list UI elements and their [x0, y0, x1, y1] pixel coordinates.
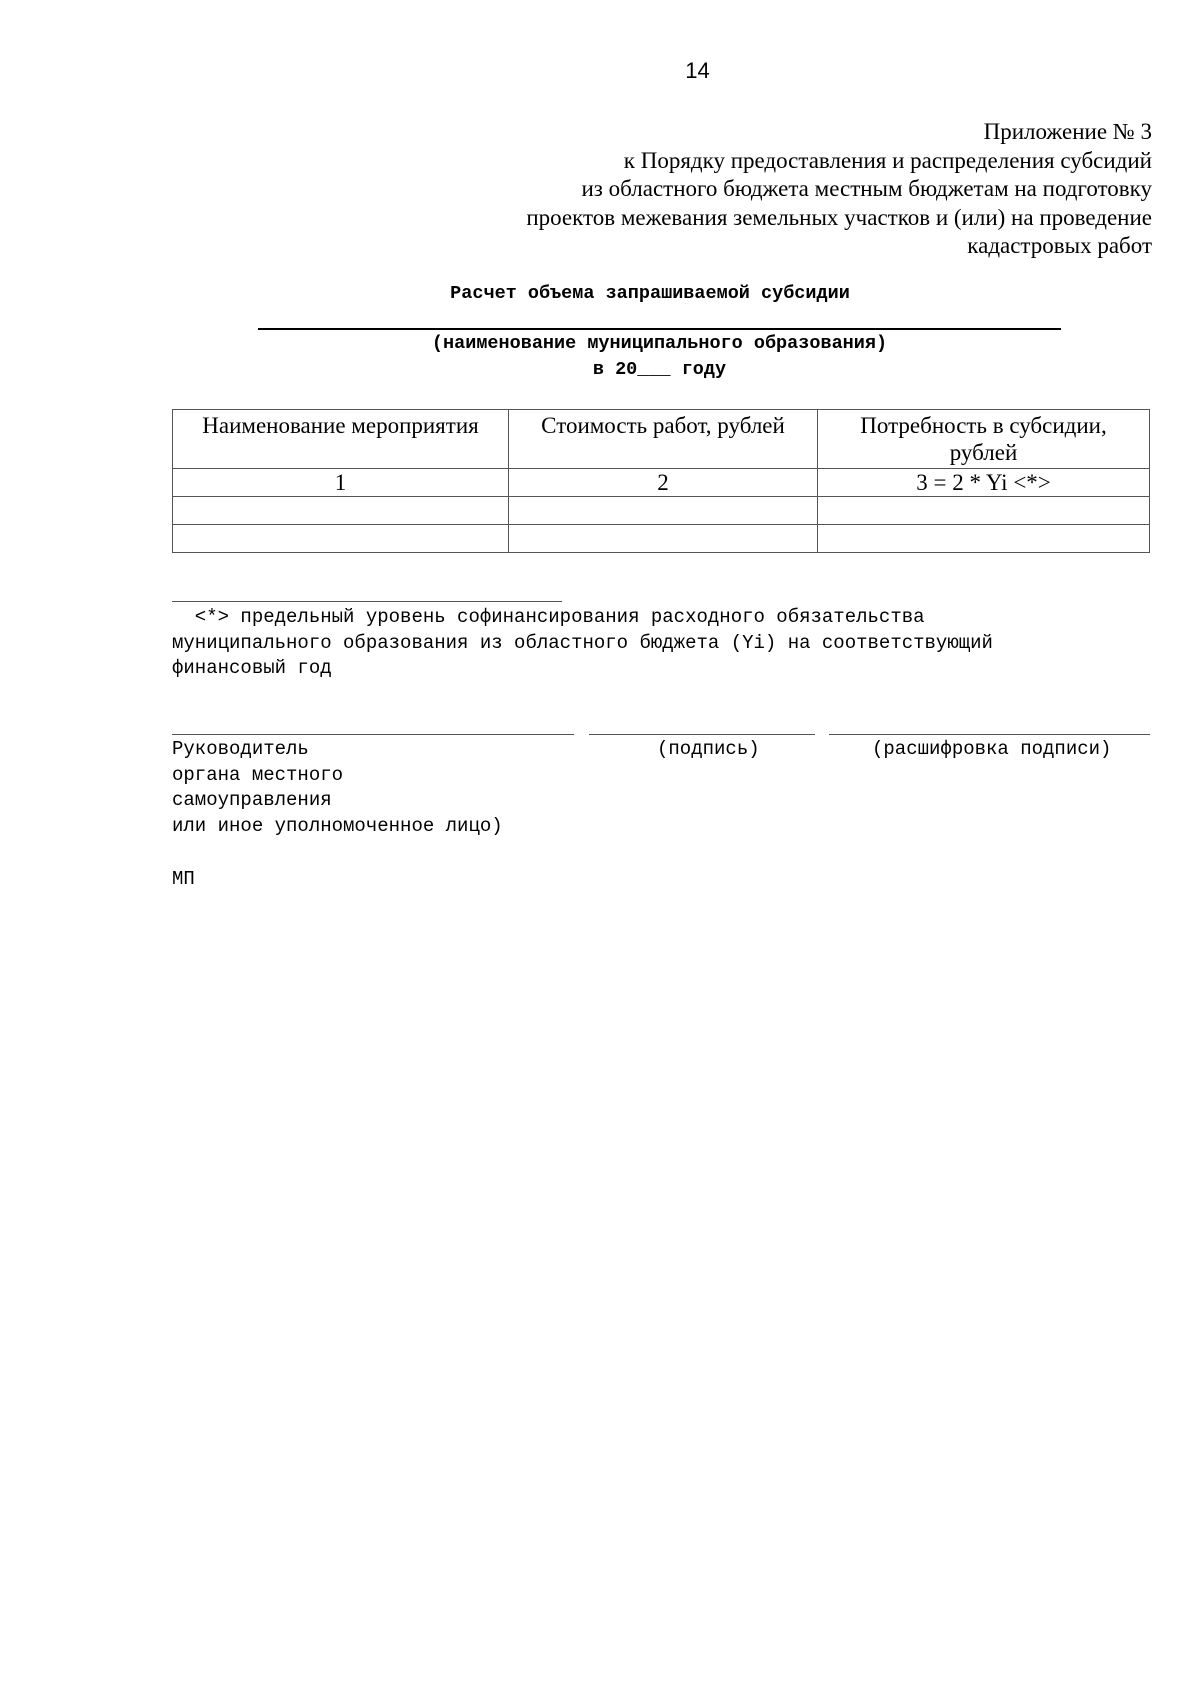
- stamp-place-label: МП: [172, 868, 195, 890]
- table-cell[interactable]: [173, 497, 509, 525]
- appendix-line: к Порядку предоставления и распределения субсидий: [623, 147, 1152, 173]
- table-cell[interactable]: [818, 497, 1150, 525]
- table-cell[interactable]: [509, 525, 818, 553]
- numbering-cell: 3 = 2 * Yi <*>: [818, 469, 1150, 497]
- appendix-line: кадастровых работ: [967, 233, 1152, 258]
- appendix-line: из областного бюджета местным бюджетам на подготовку: [581, 176, 1152, 201]
- numbering-cell: 2: [509, 469, 818, 497]
- document-title: Расчет объема запрашиваемой субсидии: [450, 283, 850, 304]
- head-label-line: или иное уполномоченное лицо): [172, 814, 503, 837]
- signature-line: [589, 734, 815, 735]
- numbering-cell: 1: [173, 469, 509, 497]
- appendix-line: проектов межевания земельных участков и (или) на проведение: [526, 204, 1152, 230]
- table-cell[interactable]: [173, 525, 509, 553]
- appendix-header: [392, 118, 1152, 261]
- header-event-name: Наименование мероприятия: [173, 410, 509, 469]
- table-cell[interactable]: [818, 525, 1150, 553]
- footnote-line: финансовый год: [172, 657, 332, 679]
- municipality-name-line: [258, 328, 1061, 330]
- signature-decode-label: (расшифровка подписи): [872, 738, 1112, 760]
- appendix-line: Приложение № 3: [983, 119, 1152, 144]
- signature-label: (подпись): [657, 738, 760, 760]
- year-line: в 20___ году: [592, 359, 727, 380]
- head-label: [172, 737, 503, 839]
- header-work-cost: Стоимость работ, рублей: [509, 410, 818, 469]
- page-number: 14: [685, 58, 710, 83]
- head-label-line: органа местного: [172, 763, 344, 786]
- footnote-line: муниципального образования из областного бюджета (Yi) на соответствующий: [172, 631, 993, 654]
- subsidy-table: [172, 409, 1150, 553]
- footnote-rule: [172, 601, 562, 602]
- header-subsidy-need: Потребность в субсидии, рублей: [818, 410, 1150, 469]
- table-header-row: [173, 410, 1150, 469]
- head-signature-line: [172, 734, 574, 735]
- table-row: [173, 525, 1150, 553]
- footnote-line: <*> предельный уровень софинансирования расходного обязательства: [172, 606, 925, 628]
- footnote: [172, 605, 1162, 682]
- municipality-name-caption: (наименование муниципального образования): [431, 333, 888, 354]
- head-label-line: Руководитель: [172, 738, 309, 760]
- table-numbering-row: [173, 469, 1150, 497]
- head-label-line: самоуправления: [172, 789, 332, 811]
- table-row: [173, 497, 1150, 525]
- signature-decode-line: [829, 734, 1150, 735]
- table-cell[interactable]: [509, 497, 818, 525]
